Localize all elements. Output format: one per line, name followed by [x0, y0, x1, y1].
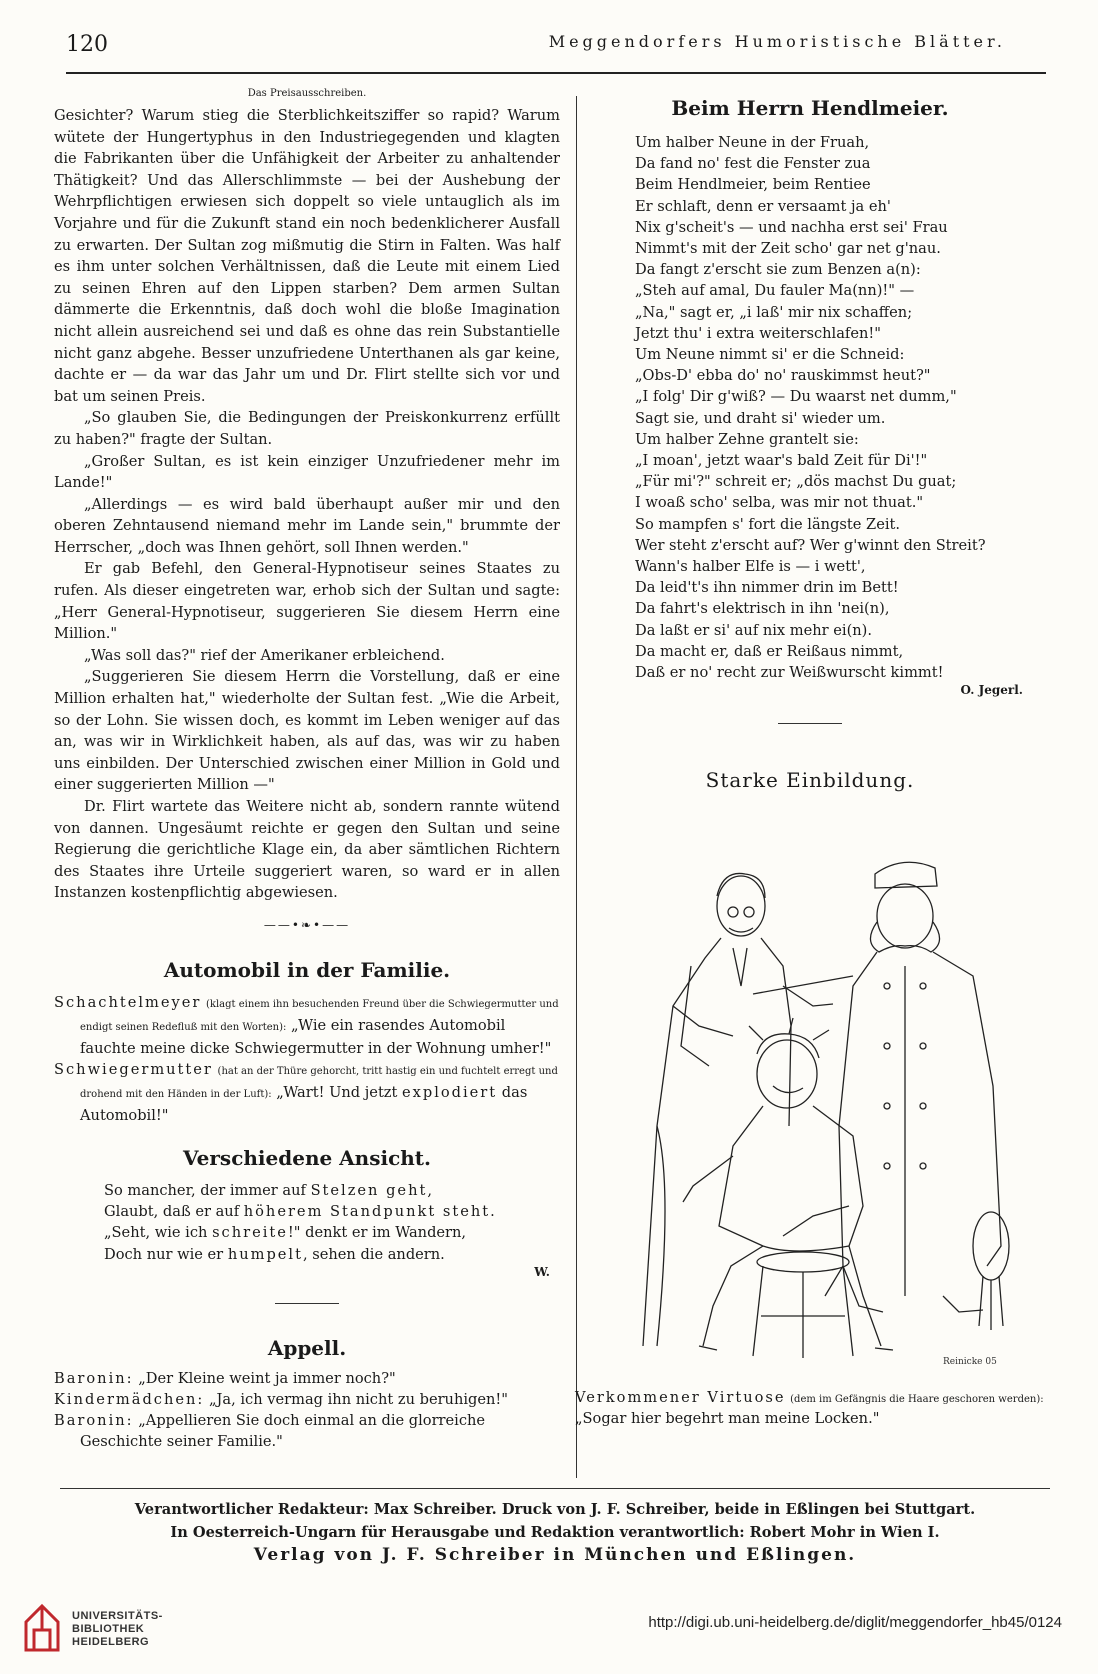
caption-speaker: Verkommener Virtuose: [575, 1389, 786, 1406]
right-column: [575, 86, 1045, 1481]
poem-line: „Seht, wie ich schreite!" denkt er im Wandern,: [104, 1224, 467, 1242]
poem-line: Doch nur wie er humpelt, sehen die andern.: [104, 1245, 445, 1263]
poem-line: Nimmt's mit der Zeit scho' gar net g'nau.: [635, 240, 941, 258]
poem-line: So mancher, der immer auf Stelzen geht,: [104, 1181, 432, 1199]
story-paragraph: Gesichter? Warum stieg die Sterblichkeitsziffer so rapid? Warum wütete der Hungertyphus in den Industriegegenden und klagten die Fabrikanten über die Unfähigkeit der Arbeiter zu anhaltender Thätigkeit? Und das Allerschlimmste — bei der Aushebung der Wehrpflichtigen erwiesen sich doppelt so viele untauglich als im Vorjahre und für die Zukunft stand ein noch bedenklicherer Ausfall zu erwarten. Der Sultan zog mißmutig die Stirn in Falten. Was half es ihm unter solchen Verhältnissen, daß die Leute mit einem Lied zu seinen Ehren auf den Lippen starben? Dem armen Sultan dämmerte die Erkenntnis, daß doch wohl die bloße Imagination nicht allein ausreichend sei und daß es ohne das rein Substantielle nicht ganz abgehe. Besser unzufriedene Unterthanen als gar keine, dachte er — da war das Jahr um und Dr. Flirt stellte sich vor und bat um seinen Preis.: [54, 107, 560, 405]
poem-line: Er schlaft, denn er versaamt ja eh': [635, 197, 891, 215]
hendlmeier-title: Beim Herrn Hendlmeier.: [671, 96, 949, 120]
ansicht-poem: [54, 1180, 560, 1279]
page-header: [66, 32, 1046, 74]
poem-line: Glaubt, daß er auf höherem Standpunkt steht.: [104, 1203, 495, 1221]
story-paragraph: Er gab Befehl, den General-Hypnotiseur seines Staates zu rufen. Als dieser eingetreten war, erhob sich der Sultan und sagte: „Herr General-Hypnotiseur, suggerieren Sie diesem Herrn eine Million.": [54, 560, 560, 643]
dialogue-row: Kindermädchen: „Ja, ich vermag ihn nicht zu beruhigen!": [54, 1390, 508, 1408]
imprint-line-editor: Verantwortlicher Redakteur: Max Schreiber. Druck von J. F. Schreiber, beide in Eßlingen bei Stuttgart.: [134, 1501, 976, 1518]
poem-line: Um halber Zehne grantelt sie:: [635, 430, 859, 448]
section-rule: [778, 723, 842, 724]
footer-rule: [60, 1488, 1050, 1489]
poem-line: Da fahrt's elektrisch in ihn 'nei(n),: [635, 600, 890, 618]
section-rule: [275, 1303, 339, 1304]
story-paragraph: Dr. Flirt wartete das Weitere nicht ab, sondern rannte wütend von dannen. Ungesäumt reichte er gegen den Sultan und seine Regierung die gerichtliche Klage ein, da aber sämtlichen Richtern des Staates ihre Urteile suggeriert waren, so ward er in allen Instanzen kostenpflichtig abgewiesen.: [54, 798, 560, 902]
journal-title: Meggendorfers Humoristische Blätter.: [548, 32, 1006, 51]
poem-line: Da fangt z'erscht sie zum Benzen a(n):: [635, 261, 921, 279]
einbildung-title: Starke Einbildung.: [705, 768, 915, 793]
poem-line: I woaß scho' selba, was mir not thuat.": [635, 494, 924, 512]
story-paragraph: „Was soll das?" rief der Amerikaner erbleichend.: [84, 646, 445, 664]
caption-quote: „Sogar hier begehrt man meine Locken.": [575, 1410, 880, 1427]
speaker-name: Schwiegermutter: [54, 1060, 213, 1078]
story-paragraph: „Allerdings — es wird bald überhaupt außer mir und den oberen Zehntausend niemand mehr im Lande sein," brummte der Herrscher, „doch was Ihnen gehört, soll Ihnen werden.": [54, 495, 560, 556]
appell-title: Appell.: [267, 1335, 347, 1360]
poem-line: Beim Hendlmeier, beim Rentiee: [635, 176, 871, 194]
poem-line: „Steh auf amal, Du fauler Ma(nn)!" —: [635, 282, 915, 300]
poem-line: „Na," sagt er, „i laß' mir nix schaffen;: [635, 303, 913, 321]
poem-line: „Obs-D' ebba do' no' rauskimmst heut?": [635, 367, 931, 385]
poem-line: Wer steht z'erscht auf? Wer g'winnt den Streit?: [635, 536, 986, 554]
library-logo-icon: [22, 1600, 62, 1654]
poem-line: „I folg' Dir g'wiß? — Du waarst net dumm,": [635, 388, 957, 406]
artist-signature: Reinicke 05: [943, 1357, 997, 1367]
emphasized-word: explodiert: [402, 1083, 498, 1101]
appell-dialogue: [54, 1368, 560, 1452]
ansicht-title: Verschiedene Ansicht.: [182, 1145, 432, 1170]
poem-line: So mampfen s' fort die längste Zeit.: [635, 515, 900, 533]
hendlmeier-poem: [575, 132, 1045, 697]
poem-line: „I moan', jetzt waar's bald Zeit für Di'!": [635, 452, 928, 470]
poem-line: Wann's halber Elfe is — i wett',: [635, 558, 866, 576]
library-banner: [22, 1600, 1072, 1660]
imprint-line-austria: In Oesterreich-Ungarn für Herausgabe und Redaktion verantwortlich: Robert Mohr in Wien I.: [170, 1524, 940, 1541]
dialogue-row: Baronin: „Der Kleine weint ja immer noch?": [54, 1369, 396, 1387]
section-ornament: ——•❧•——: [263, 917, 351, 932]
caption-stage: (dem im Gefängnis die Haare geschoren werden):: [790, 1394, 1044, 1405]
source-url[interactable]: http://digi.ub.uni-heidelberg.de/diglit/meggendorfer_hb45/0124: [648, 1614, 1062, 1631]
automobil-dialogue-1: [54, 992, 560, 1059]
stage-direction: (hat an der Thüre gehorcht, tritt hastig ein und fuchtelt erregt und drohend mit den Händen in der Luft):: [80, 1065, 558, 1100]
speaker-name: Schachtelmeyer: [54, 993, 202, 1011]
page-number: 120: [66, 32, 108, 57]
poem-line: Um halber Neune in der Fruah,: [635, 134, 870, 151]
illustration-caption: [575, 1388, 1045, 1428]
prison-barber-illustration: [613, 826, 1033, 1386]
poem-line: Sagt sie, und draht si' wieder um.: [635, 409, 886, 427]
dialogue-line: „Wart! Und jetzt: [276, 1083, 398, 1101]
poem-signature: O. Jegerl.: [960, 683, 1023, 698]
poem-line: „Für mi'?" schreit er; „dös machst Du guat;: [635, 473, 957, 491]
poem-line: Um Neune nimmt si' er die Schneid:: [635, 346, 905, 364]
story-paragraph: „Großer Sultan, es ist kein einziger Unzufriedener mehr im Lande!": [54, 452, 560, 492]
left-column: [54, 86, 560, 1450]
dialogue-line: „Wie ein rasendes Automobil fauchte meine dicke Schwiegermutter in der Wohnung umher!": [80, 1016, 552, 1057]
illustration-drawing: [613, 826, 1033, 1386]
poem-line: Jetzt thu' i extra weiterschlafen!": [635, 324, 881, 342]
story-paragraph: „So glauben Sie, die Bedingungen der Preiskonkurrenz erfüllt zu haben?" fragte der Sultan.: [54, 409, 560, 448]
dialogue-row: Baronin: „Appellieren Sie doch einmal an die glorreiche Geschichte seiner Familie.": [54, 1411, 486, 1450]
imprint-footer: [60, 1498, 1050, 1567]
stage-direction: (klagt einem ihn besuchenden Freund über die Schwiegermutter und endigt seinen Redefluß mit den Worten):: [80, 998, 559, 1033]
poem-line: Da macht er, daß er Reißaus nimmt,: [635, 642, 904, 660]
story-paragraph: „Suggerieren Sie diesem Herrn die Vorstellung, daß er eine Million erhalten hat," wiederholte der Sultan fest. „Wie die Arbeit, so der Lohn. Sie wissen doch, es kommt im Leben weniger auf das an, was wir in Wirklichkeit haben, als auf das, was wir zu haben uns einbilden. Der Unterschied zwischen einer Million in Gold und einer suggerierten Million —": [54, 668, 560, 794]
dialogue-line: das Automobil!": [80, 1083, 528, 1124]
automobil-dialogue-2: [54, 1059, 560, 1126]
imprint-line-publisher: Verlag von J. F. Schreiber in München und Eßlingen.: [253, 1545, 857, 1565]
poem-line: Da fand no' fest die Fenster zua: [635, 155, 871, 173]
poem-line: Da leid't's ihn nimmer drin im Bett!: [635, 579, 899, 597]
caption-text: [575, 1388, 1045, 1428]
library-name: UNIVERSITÄTS- BIBLIOTHEK HEIDELBERG: [72, 1610, 163, 1648]
poem-line: Nix g'scheit's — und nachha erst sei' Frau: [635, 218, 948, 236]
poem-signature: W.: [534, 1264, 550, 1279]
poem-line: Daß er no' recht zur Weißwurscht kimmt!: [635, 664, 944, 682]
section-caption: Das Preisausschreiben.: [247, 88, 367, 99]
automobil-title: Automobil in der Familie.: [163, 957, 451, 982]
poem-line: Da laßt er si' auf nix mehr ei(n).: [635, 621, 873, 639]
